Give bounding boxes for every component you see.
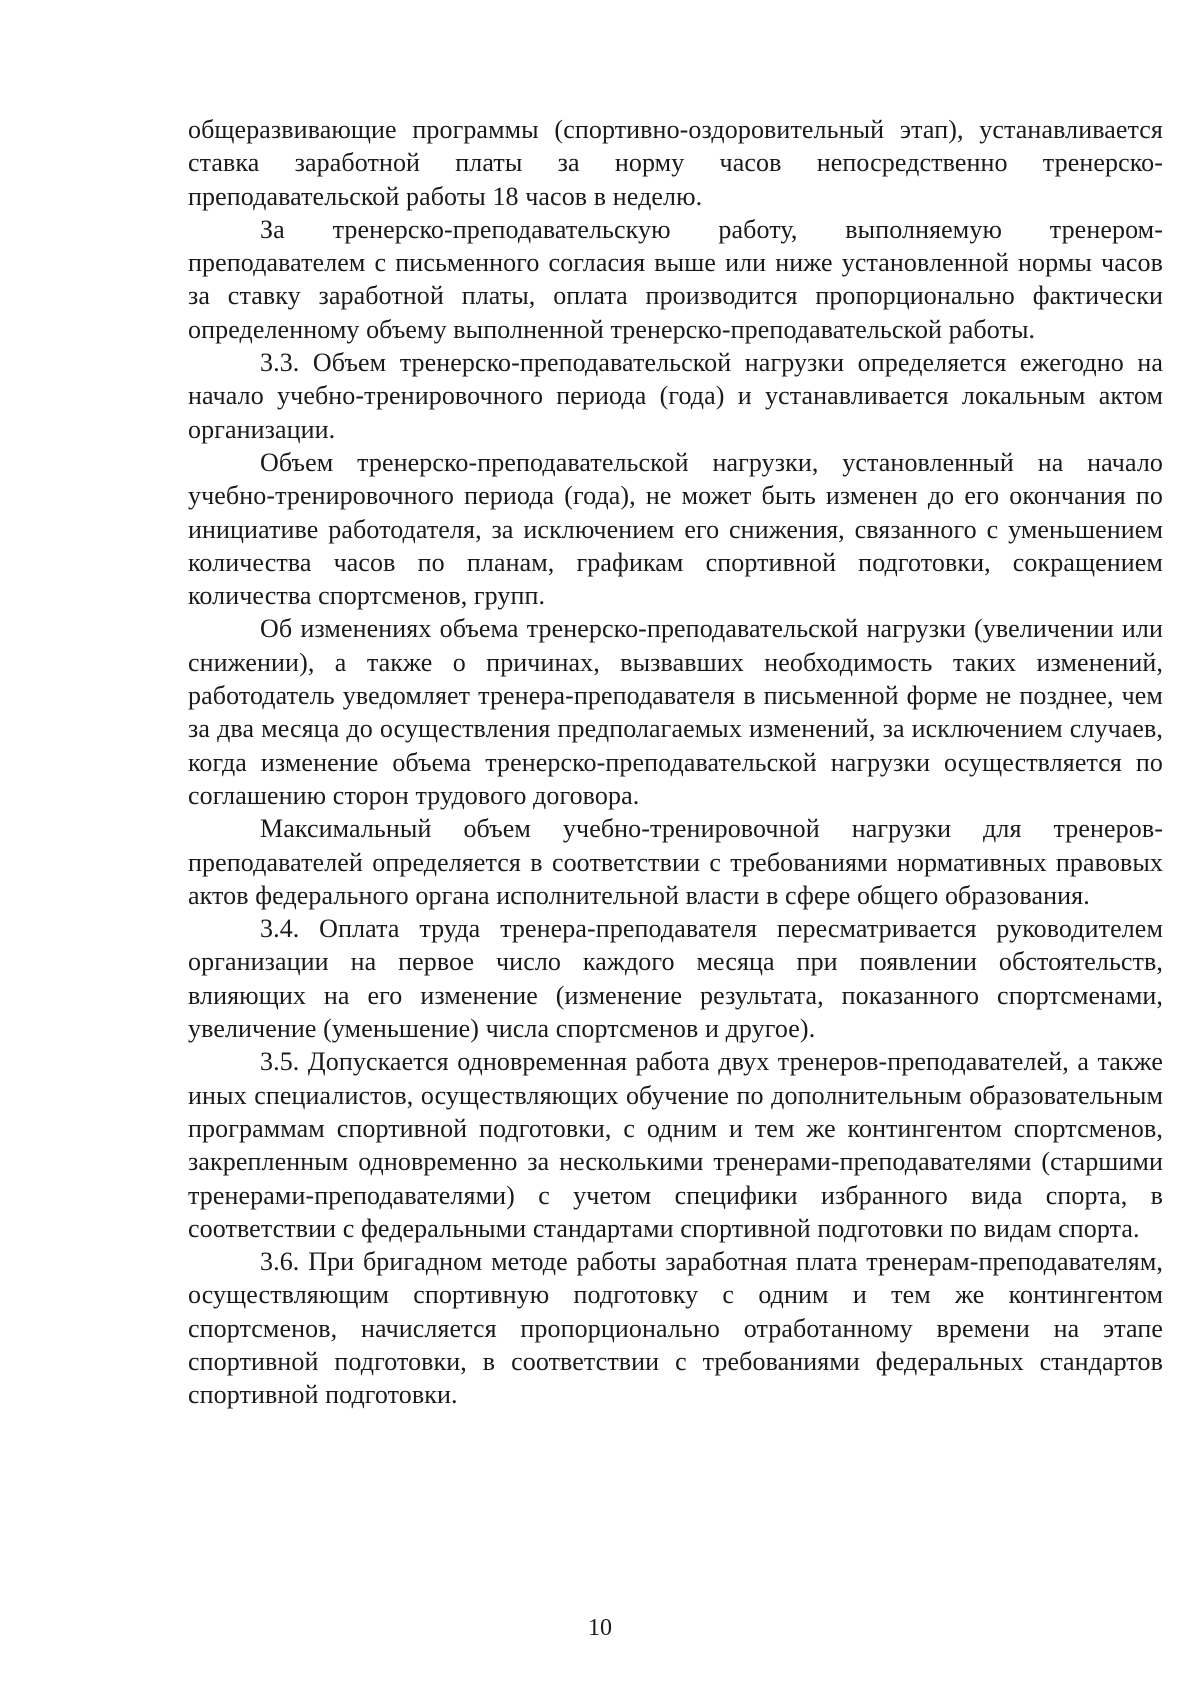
page-number: 10: [588, 1615, 612, 1641]
paragraph-section-3-3: 3.3. Объем тренерско-преподавательской нагрузки определяется ежегодно на начало учебно-тренировочного периода (года) и устанавливается локальным актом организации.: [188, 348, 1163, 444]
paragraph-load-change-restriction: Объем тренерско-преподавательской нагрузки, установленный на начало учебно-тренировочного периода (года), не может быть изменен до его окончания по инициативе работодателя, за исключением его снижения, связанного с уменьшением количества часов по планам, графикам спортивной подготовки, сокращением количества спортсменов, групп.: [188, 447, 1163, 611]
paragraph-load-change-notice: Об изменениях объема тренерско-преподавательской нагрузки (увеличении или снижении), а также о причинах, вызвавших необходимость таких изменений, работодатель уведомляет тренера-преподавателя в письменной форме не позднее, чем за два месяца до осуществления предполагаемых изменений, за исключением случаев, когда изменение объема тренерско-преподавательской нагрузки осуществляется по соглашению сторон трудового договора.: [188, 614, 1163, 810]
paragraph-section-3-6: 3.6. При бригадном методе работы заработная плата тренерам-преподавателям, осуществляющим спортивную подготовку с одним и тем же контингентом спортсменов, начисляется пропорционально отработанному времени на этапе спортивной подготовки, в соответствии с требованиями федеральных стандартов спортивной подготовки.: [188, 1247, 1163, 1410]
paragraph-section-3-4: 3.4. Оплата труда тренера-преподавателя пересматривается руководителем организации на первое число каждого месяца при появлении обстоятельств, влияющих на его изменение (изменение результата, показанного спортсменами, увеличение (уменьшение) числа спортсменов и другое).: [188, 914, 1163, 1044]
paragraph-maximum-load: Максимальный объем учебно-тренировочной нагрузки для тренеров-преподавателей определяется в соответствии с требованиями нормативных правовых актов федерального органа исполнительной власти в сфере общего образования.: [188, 814, 1163, 910]
paragraph-continuation: общеразвивающие программы (спортивно-оздоровительный этап), устанавливается ставка заработной платы за норму часов непосредственно тренерско-преподавательской работы 18 часов в неделю.: [188, 115, 1163, 211]
paragraph-section-3-5: 3.5. Допускается одновременная работа двух тренеров-преподавателей, а также иных специалистов, осуществляющих обучение по дополнительным образовательным программам спортивной подготовки, с одним и тем же контингентом спортсменов, закрепленным одновременно за несколькими тренерами-преподавателями (старшими тренерами-преподавателями) с учетом специфики избранного вида спорта, в соответствии с федеральными стандартами спортивной подготовки по видам спорта.: [188, 1047, 1163, 1243]
paragraph-overtime-payment: За тренерско-преподавательскую работу, выполняемую тренером-преподавателем с письменного согласия выше или ниже установленной нормы часов за ставку заработной платы, оплата производится пропорционально фактически определенному объему выполненной тренерско-преподавательской работы.: [188, 214, 1163, 344]
document-body: [188, 113, 1163, 1412]
